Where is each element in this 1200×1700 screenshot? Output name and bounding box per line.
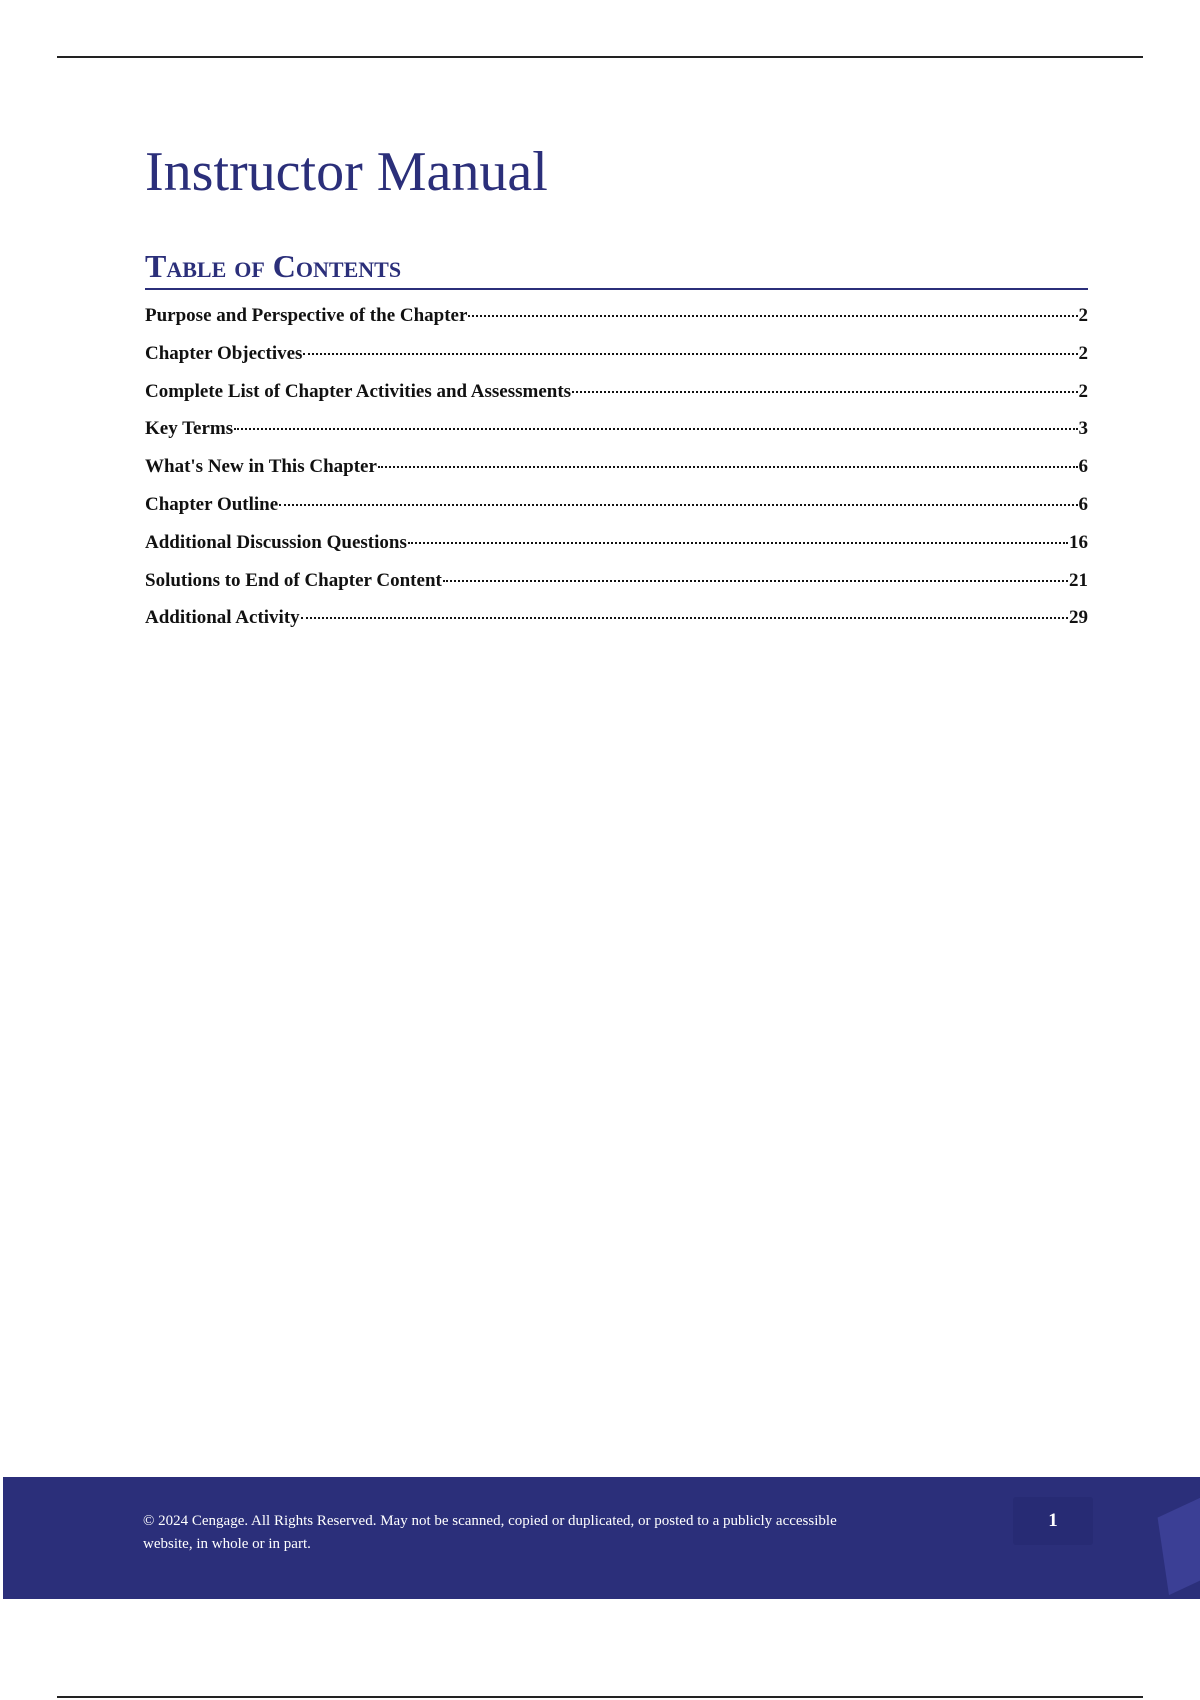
toc-entry-purpose-and-perspective[interactable] [145, 305, 1088, 343]
toc-dot-leader [378, 466, 1078, 468]
document-title: Instructor Manual [145, 141, 548, 203]
toc-dot-leader [234, 428, 1077, 430]
toc-list [145, 305, 1088, 645]
toc-dot-leader [443, 580, 1068, 582]
toc-entry-chapter-objectives[interactable] [145, 343, 1088, 381]
toc-dot-leader [468, 315, 1077, 317]
toc-entry-key-terms[interactable] [145, 418, 1088, 456]
toc-entry-page: 2 [1078, 380, 1088, 402]
toc-entry-label: Chapter Outline [145, 493, 279, 515]
toc-entry-label: Complete List of Chapter Activities and Assessments [145, 380, 572, 402]
toc-entry-page: 16 [1069, 531, 1088, 553]
toc-entry-label: Key Terms [145, 418, 234, 440]
toc-entry-activities-and-assessments[interactable] [145, 381, 1088, 419]
toc-entry-whats-new[interactable] [145, 456, 1088, 494]
toc-entry-page: 21 [1069, 569, 1088, 591]
toc-heading: Table of Contents [145, 250, 1088, 290]
copyright-notice: © 2024 Cengage. All Rights Reserved. May not be scanned, copied or duplicated, or posted to a publicly accessible website, in whole or in part. [143, 1513, 837, 1552]
top-rule [57, 56, 1143, 58]
toc-entry-page: 6 [1078, 456, 1088, 478]
toc-entry-label: Additional Activity [145, 607, 300, 629]
toc-entry-page: 2 [1078, 342, 1088, 364]
toc-entry-page: 2 [1078, 305, 1088, 326]
footer-band [3, 1477, 1200, 1599]
toc-entry-additional-activity[interactable] [145, 607, 1088, 645]
toc-entry-solutions[interactable] [145, 570, 1088, 608]
toc-entry-label: Additional Discussion Questions [145, 531, 407, 553]
toc-dot-leader [301, 617, 1068, 619]
toc-dot-leader [303, 353, 1077, 355]
brand-shape-icon [1158, 1491, 1200, 1595]
toc-entry-label: Chapter Objectives [145, 342, 303, 364]
toc-entry-label: Purpose and Perspective of the Chapter [145, 305, 468, 326]
toc-dot-leader [279, 504, 1077, 506]
toc-entry-page: 6 [1078, 493, 1088, 515]
page-number: 1 [1013, 1497, 1093, 1545]
bottom-rule [57, 1696, 1143, 1698]
toc-entry-chapter-outline[interactable] [145, 494, 1088, 532]
toc-entry-page: 29 [1069, 607, 1088, 629]
toc-entry-label: What's New in This Chapter [145, 456, 377, 478]
toc-entry-page: 3 [1078, 418, 1088, 440]
toc-entry-discussion-questions[interactable] [145, 532, 1088, 570]
toc-dot-leader [408, 542, 1068, 544]
toc-entry-label: Solutions to End of Chapter Content [145, 569, 442, 591]
toc-dot-leader [572, 391, 1077, 393]
